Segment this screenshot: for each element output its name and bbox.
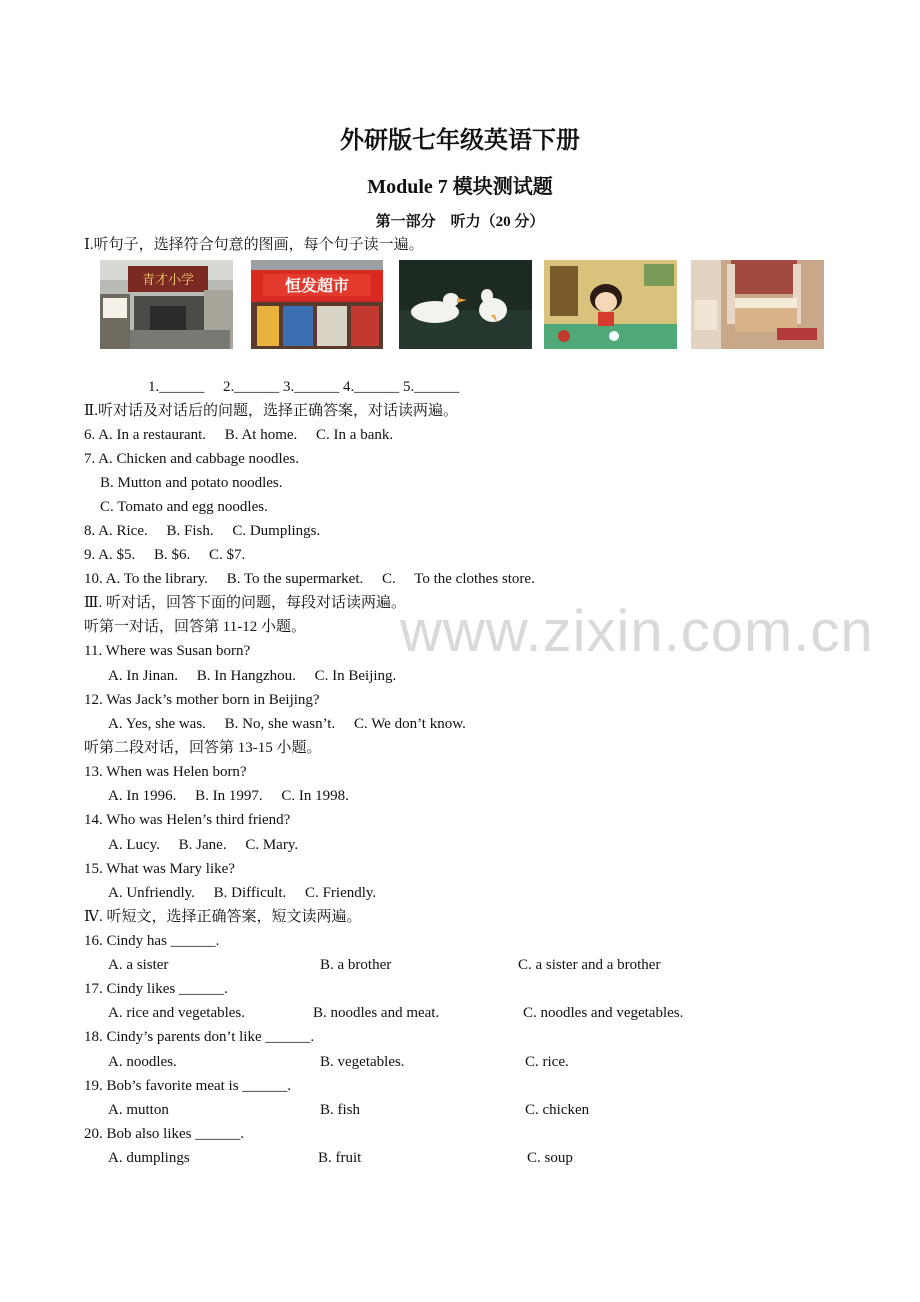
question-16-option-a: A. a sister [108,957,169,973]
question-16-option-c: C. a sister and a brother [518,957,661,973]
supermarket-sign-text: 恒发超市 [284,276,350,295]
picture-cartoon-girl [544,260,677,349]
question-20-option-a: A. dumplings [108,1150,190,1166]
dialogue2-instruction: 听第二段对话，回答第 13-15 小题。 [84,740,322,756]
question-19-option-b: B. fish [320,1102,361,1118]
question-18-option-a: A. noodles. [108,1054,177,1070]
question-17-option-c: C. noodles and vegetables. [523,1005,684,1021]
question-16: 16. Cindy has ______. [84,933,220,949]
section1-blanks: 1.______ 2.______ 3.______ 4.______ 5.______ [148,379,460,395]
question-15-options: A. Unfriendly. B. Difficult. C. Friendly. [108,885,377,901]
section4-instruction: Ⅳ. 听短文，选择正确答案，短文读两遍。 [84,909,362,925]
picture-bedroom [691,260,824,349]
question-18-option-b: B. vegetables. [320,1054,405,1070]
question-20: 20. Bob also likes ______. [84,1126,244,1142]
document-subtitle: Module 7 模块测试题 [367,176,553,198]
question-7-option-c: C. Tomato and egg noodles. [100,499,268,515]
question-6: 6. A. In a restaurant. B. At home. C. In a bank. [84,427,394,443]
section2-instruction: Ⅱ.听对话及对话后的问题，选择正确答案，对话读两遍。 [84,403,458,419]
question-15: 15. What was Mary like? [84,861,235,877]
picture-ducks [399,260,532,349]
question-16-option-b: B. a brother [320,957,392,973]
question-7: 7. A. Chicken and cabbage noodles. [84,451,299,467]
question-14-options: A. Lucy. B. Jane. C. Mary. [108,837,299,853]
watermark: www.zixin.com.cn [400,599,874,664]
question-13-options: A. In 1996. B. In 1997. C. In 1998. [108,788,349,804]
picture-school [100,260,233,349]
question-14: 14. Who was Helen’s third friend? [84,812,291,828]
question-9: 9. A. $5. B. $6. C. $7. [84,547,246,563]
question-12-options: A. Yes, she was. B. No, she wasn’t. C. We don’t know. [108,716,466,732]
picture-supermarket [251,260,383,349]
section3-instruction: Ⅲ. 听对话，回答下面的问题，每段对话读两遍。 [84,595,406,611]
question-17-option-a: A. rice and vegetables. [108,1005,246,1021]
question-19-option-c: C. chicken [525,1102,590,1118]
question-18-option-c: C. rice. [525,1054,569,1070]
question-20-option-c: C. soup [527,1150,573,1166]
question-19-option-a: A. mutton [108,1102,169,1118]
document-title: 外研版七年级英语下册 [340,128,580,154]
question-19: 19. Bob’s favorite meat is ______. [84,1078,292,1094]
question-13: 13. When was Helen born? [84,764,247,780]
question-17: 17. Cindy likes ______. [84,981,228,997]
school-sign-text: 青才小学 [141,273,195,288]
question-18: 18. Cindy’s parents don’t like ______. [84,1029,315,1045]
question-20-option-b: B. fruit [318,1150,362,1166]
question-7-option-b: B. Mutton and potato noodles. [100,475,283,491]
section1-instruction: Ⅰ.听句子，选择符合句意的图画，每个句子读一遍。 [84,237,424,253]
part-heading: 第一部分 听力（20 分） [375,214,545,230]
question-8: 8. A. Rice. B. Fish. C. Dumplings. [84,523,321,539]
question-12: 12. Was Jack’s mother born in Beijing? [84,692,320,708]
dialogue1-instruction: 听第一对话，回答第 11-12 小题。 [84,619,306,635]
question-11-options: A. In Jinan. B. In Hangzhou. C. In Beijing. [108,668,397,684]
question-10: 10. A. To the library. B. To the supermarket. C. To the clothes store. [84,571,535,587]
question-11: 11. Where was Susan born? [84,643,251,659]
question-17-option-b: B. noodles and meat. [313,1005,440,1021]
